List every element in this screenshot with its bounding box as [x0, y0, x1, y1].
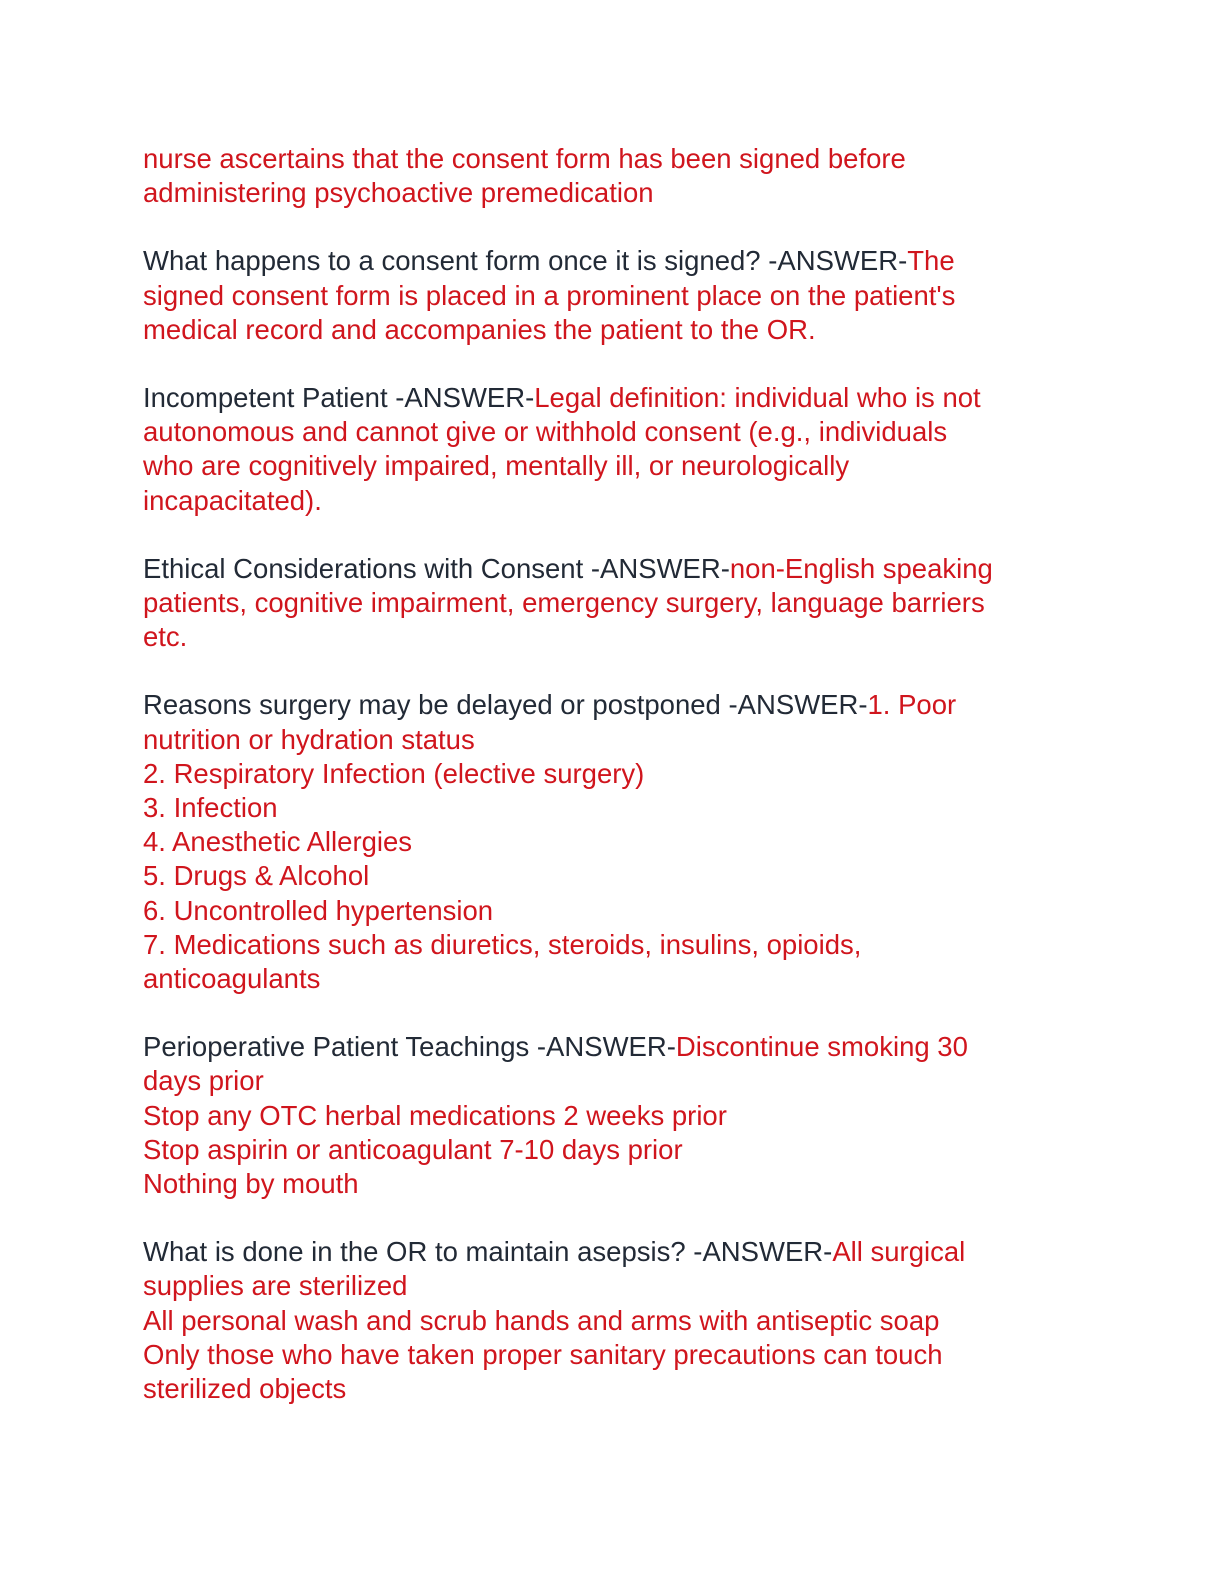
- text-line: [143, 176, 1103, 210]
- answer-text: Legal definition: individual who is not: [534, 382, 981, 414]
- answer-text: incapacitated).: [143, 484, 322, 516]
- answer-text: signed consent form is placed in a prominent place on the patient's: [143, 279, 956, 311]
- answer-text: 5. Drugs & Alcohol: [143, 860, 370, 892]
- answer-text: anticoagulants: [143, 963, 321, 995]
- answer-text: All personal wash and scrub hands and arms with antiseptic soap: [143, 1304, 940, 1336]
- answer-text: nutrition or hydration status: [143, 723, 475, 755]
- answer-text: etc.: [143, 621, 188, 653]
- text-line: [143, 723, 1103, 757]
- answer-text: supplies are sterilized: [143, 1270, 408, 1302]
- answer-text: Stop any OTC herbal medications 2 weeks prior: [143, 1099, 727, 1131]
- text-line: [143, 1269, 1103, 1303]
- answer-text: who are cognitively impaired, mentally ill, or neurologically: [143, 450, 850, 482]
- text-line: [143, 279, 1103, 313]
- text-line: [143, 791, 1103, 825]
- answer-text: autonomous and cannot give or withhold consent (e.g., individuals: [143, 416, 948, 448]
- text-line: [143, 894, 1103, 928]
- qa-entry: [143, 1235, 1103, 1406]
- answer-text: 7. Medications such as diuretics, steroids, insulins, opioids,: [143, 928, 862, 960]
- text-line: [143, 1372, 1103, 1406]
- text-line: [143, 552, 1103, 586]
- qa-entry: [143, 381, 1103, 518]
- text-line: [143, 859, 1103, 893]
- qa-entry: [143, 688, 1103, 996]
- text-line: [143, 244, 1103, 278]
- answer-text: Nothing by mouth: [143, 1168, 359, 1200]
- question-text: Ethical Considerations with Consent -ANSWER-: [143, 552, 730, 584]
- answer-text: 3. Infection: [143, 792, 278, 824]
- answer-text: patients, cognitive impairment, emergency surgery, language barriers: [143, 587, 985, 619]
- question-text: Perioperative Patient Teachings -ANSWER-: [143, 1031, 676, 1063]
- text-line: [143, 1235, 1103, 1269]
- text-line: [143, 142, 1103, 176]
- answer-text: Only those who have taken proper sanitary precautions can touch: [143, 1338, 943, 1370]
- text-line: [143, 757, 1103, 791]
- answer-text: days prior: [143, 1065, 264, 1097]
- qa-entry: [143, 142, 1103, 210]
- text-line: [143, 928, 1103, 962]
- text-line: [143, 962, 1103, 996]
- answer-text: 1. Poor: [867, 689, 957, 721]
- text-line: [143, 825, 1103, 859]
- qa-entry: [143, 244, 1103, 347]
- answer-text: sterilized objects: [143, 1373, 347, 1405]
- text-line: [143, 1133, 1103, 1167]
- answer-text: Stop aspirin or anticoagulant 7-10 days prior: [143, 1133, 683, 1165]
- answer-text: medical record and accompanies the patient to the OR.: [143, 313, 816, 345]
- answer-text: 2. Respiratory Infection (elective surgery): [143, 757, 645, 789]
- text-line: [143, 484, 1103, 518]
- text-line: [143, 586, 1103, 620]
- question-text: Reasons surgery may be delayed or postponed -ANSWER-: [143, 689, 868, 721]
- text-line: [143, 1099, 1103, 1133]
- question-text: What happens to a consent form once it is signed? -ANSWER-: [143, 245, 908, 277]
- text-line: [143, 1304, 1103, 1338]
- text-line: [143, 1064, 1103, 1098]
- document-page: [143, 142, 1103, 1440]
- text-line: [143, 381, 1103, 415]
- text-line: [143, 1167, 1103, 1201]
- question-text: Incompetent Patient -ANSWER-: [143, 382, 535, 414]
- qa-entry: [143, 552, 1103, 655]
- text-line: [143, 1338, 1103, 1372]
- answer-text: nurse ascertains that the consent form has been signed before: [143, 143, 906, 174]
- qa-entry: [143, 1030, 1103, 1201]
- text-line: [143, 449, 1103, 483]
- answer-text: All surgical: [832, 1236, 966, 1268]
- text-line: [143, 620, 1103, 654]
- answer-text: non-English speaking: [729, 552, 993, 584]
- text-line: [143, 688, 1103, 722]
- text-line: [143, 1030, 1103, 1064]
- answer-text: Discontinue smoking 30: [675, 1031, 968, 1063]
- text-line: [143, 415, 1103, 449]
- question-text: What is done in the OR to maintain asepsis? -ANSWER-: [143, 1236, 833, 1268]
- answer-text: administering psychoactive premedication: [143, 177, 654, 209]
- answer-text: The: [907, 245, 955, 277]
- answer-text: 6. Uncontrolled hypertension: [143, 894, 494, 926]
- answer-text: 4. Anesthetic Allergies: [143, 826, 413, 858]
- text-line: [143, 313, 1103, 347]
